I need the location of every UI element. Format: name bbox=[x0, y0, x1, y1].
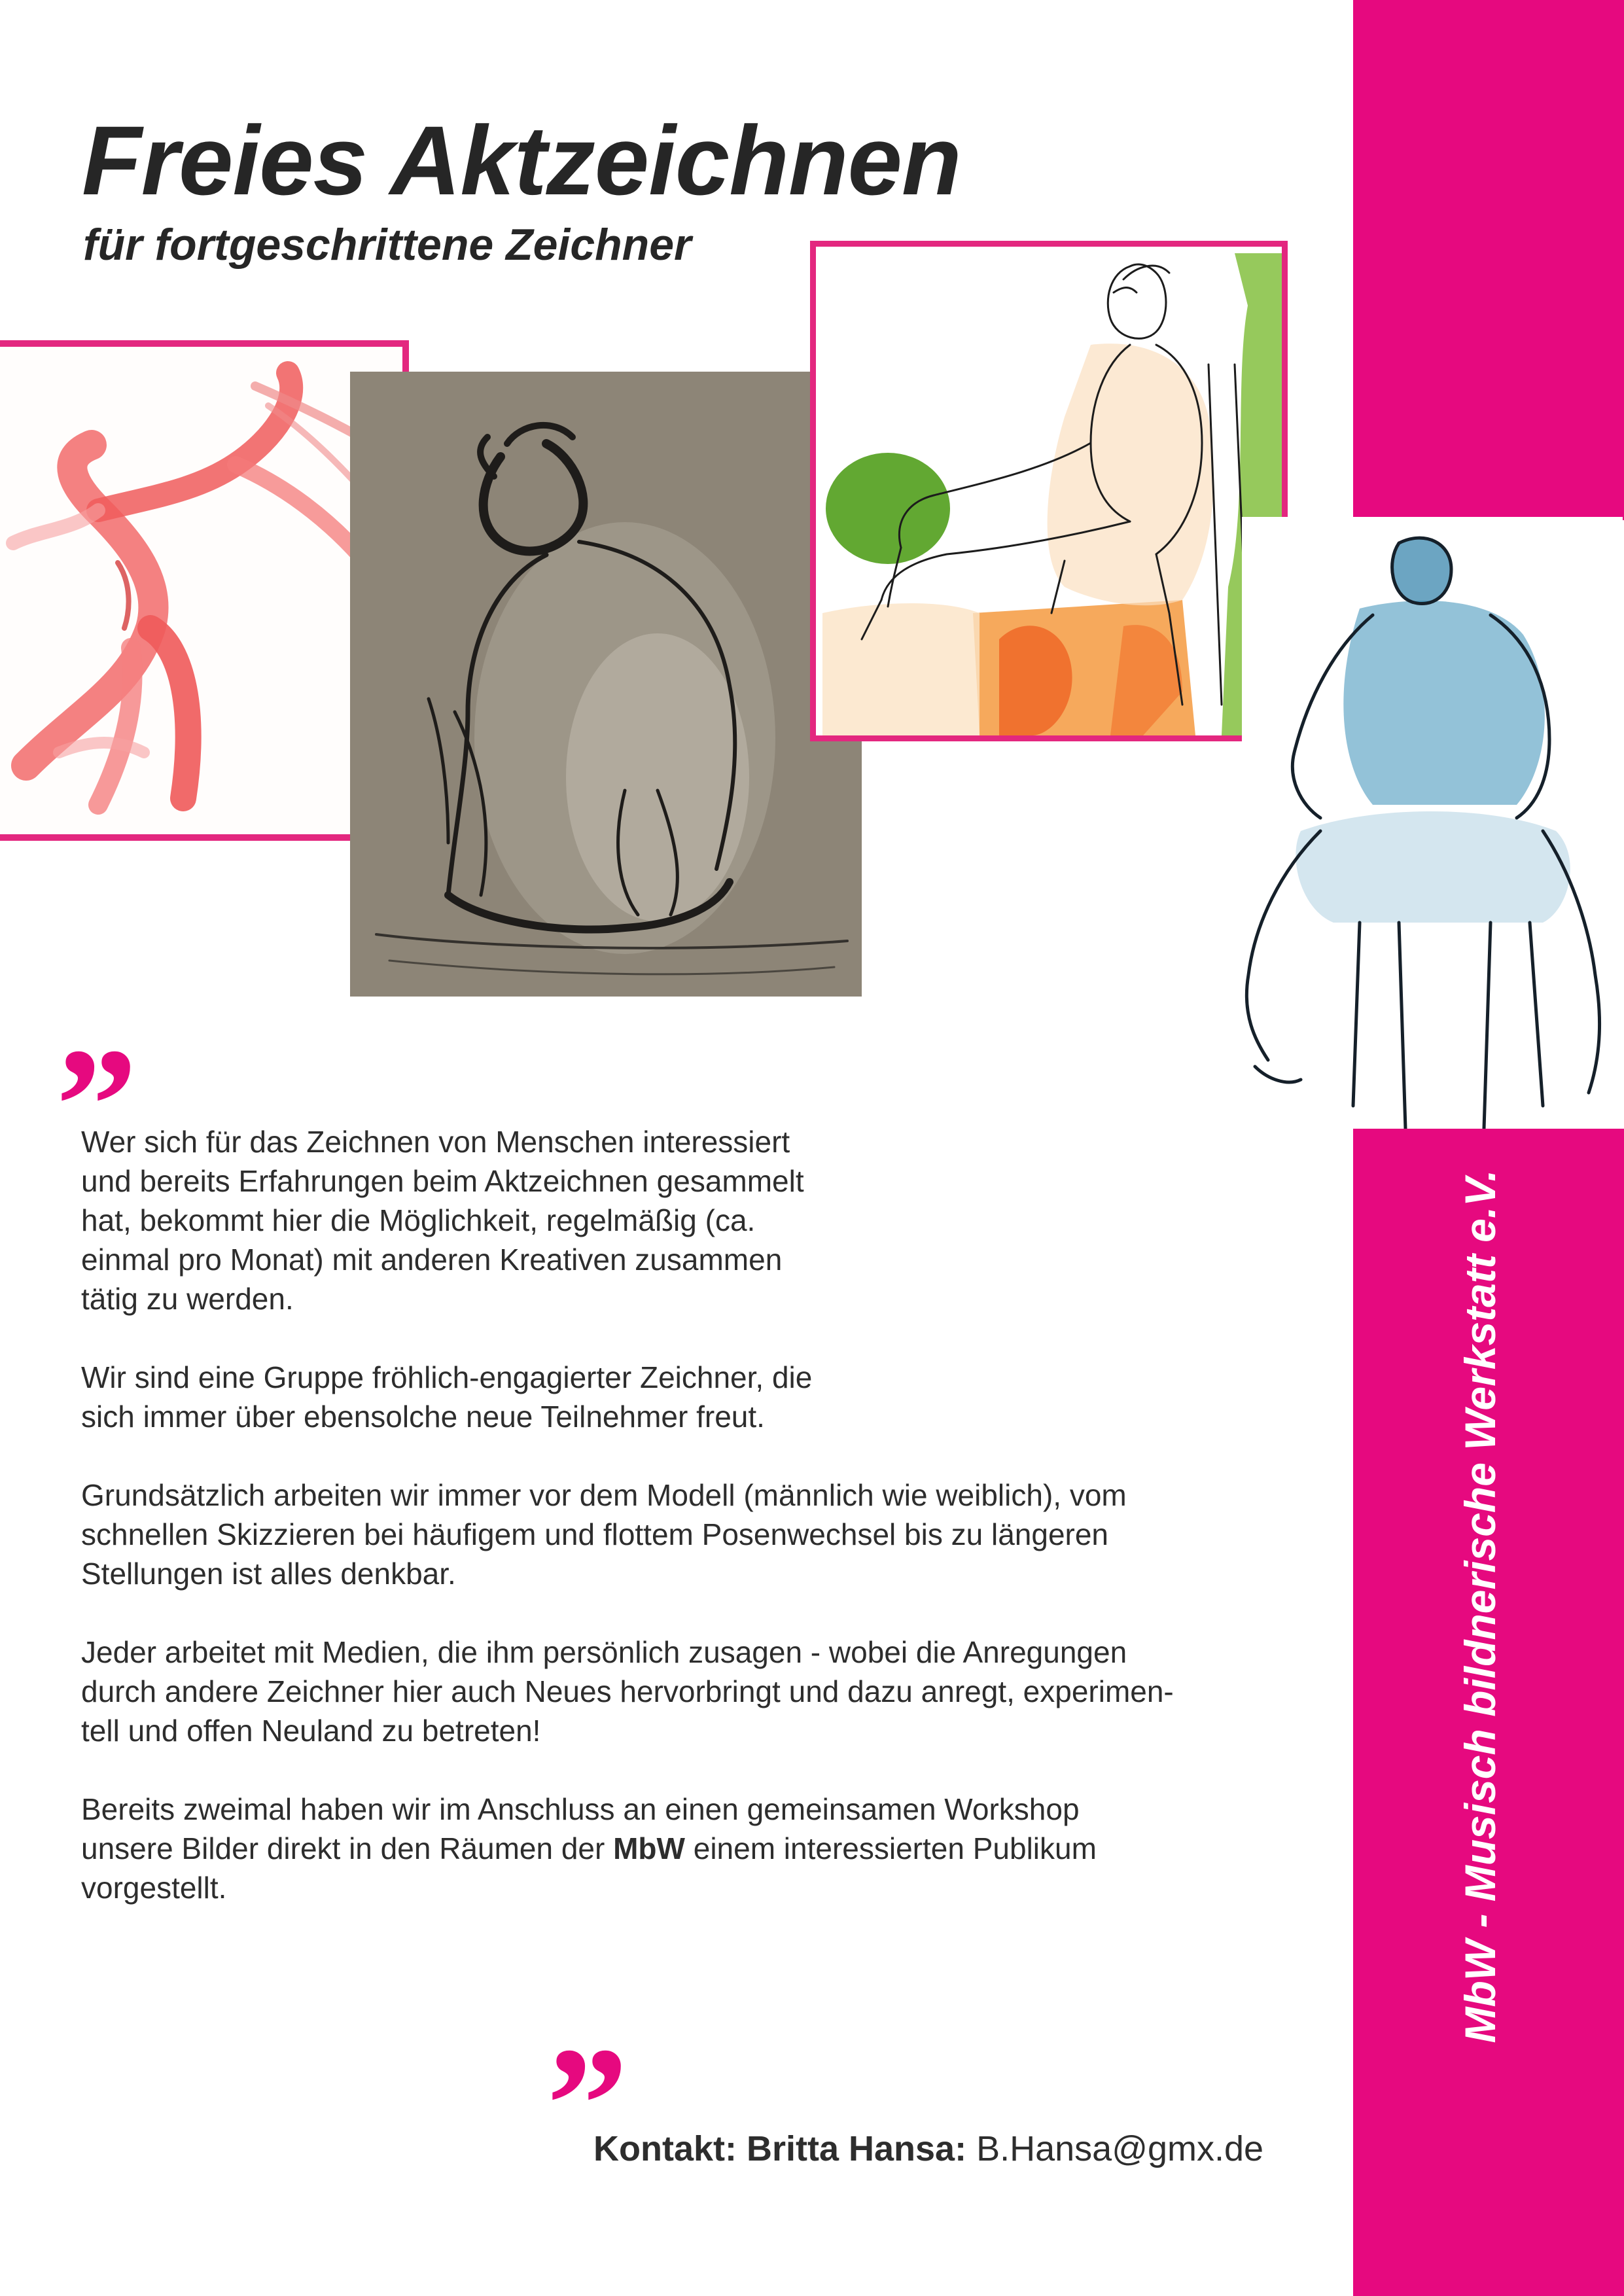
page-title: Freies Aktzeichnen bbox=[82, 105, 961, 215]
charcoal-figure-image bbox=[350, 372, 862, 997]
blue-ink-figure-image bbox=[1242, 517, 1623, 1129]
mbw-abbreviation: MbW bbox=[613, 1831, 685, 1865]
body-text bbox=[81, 1122, 1318, 1947]
contact-label: Kontakt: Britta Hansa: bbox=[593, 2129, 967, 2168]
paragraph-5: Bereits zweimal haben wir im Anschluss an einen gemeinsamen Workshop unsere Bilder direkt in den Räumen der MbW einem interessierten Publikum vorgestellt. bbox=[81, 1792, 1097, 1905]
page-subtitle: für fortgeschrittene Zeichner bbox=[83, 220, 692, 270]
paragraph-2: Wir sind eine Gruppe fröhlich-engagierter Zeichner, die sich immer über ebensolche neue Teilnehmer freut. bbox=[81, 1360, 813, 1434]
organization-name: MbW - Musisch bildnerische Werkstatt e.V. bbox=[1456, 1169, 1504, 2043]
watercolor-figure-image bbox=[810, 241, 1288, 741]
red-brush-figure-image bbox=[0, 340, 409, 841]
paragraph-3: Grundsätzlich arbeiten wir immer vor dem Modell (männlich wie weiblich), vom schnellen Skizzieren bei häufigem und flottem Posenwechsel bis zu längeren Stellungen ist alles denkbar. bbox=[81, 1478, 1127, 1591]
opening-quote-mark: ” bbox=[56, 1015, 137, 1196]
contact-email[interactable]: B.Hansa@gmx.de bbox=[976, 2129, 1264, 2168]
paragraph-1: Wer sich für das Zeichnen von Menschen interessiert und bereits Erfahrungen beim Aktzeichnen gesammelt hat, bekommt hier die Möglichkeit, regelmäßig (ca. einmal pro Monat) mit anderen Kreativen zusammen tätig zu werden. bbox=[81, 1125, 804, 1316]
closing-quote-mark: ” bbox=[546, 2014, 628, 2195]
sidebar-band-top bbox=[1353, 0, 1624, 520]
paragraph-4: Jeder arbeitet mit Medien, die ihm persönlich zusagen - wobei die Anregungen durch andere Zeichner hier auch Neues hervorbringt und dazu anregt, experimen- tell und offen Neuland zu betreten! bbox=[81, 1635, 1174, 1748]
contact-line bbox=[593, 2130, 1263, 2168]
